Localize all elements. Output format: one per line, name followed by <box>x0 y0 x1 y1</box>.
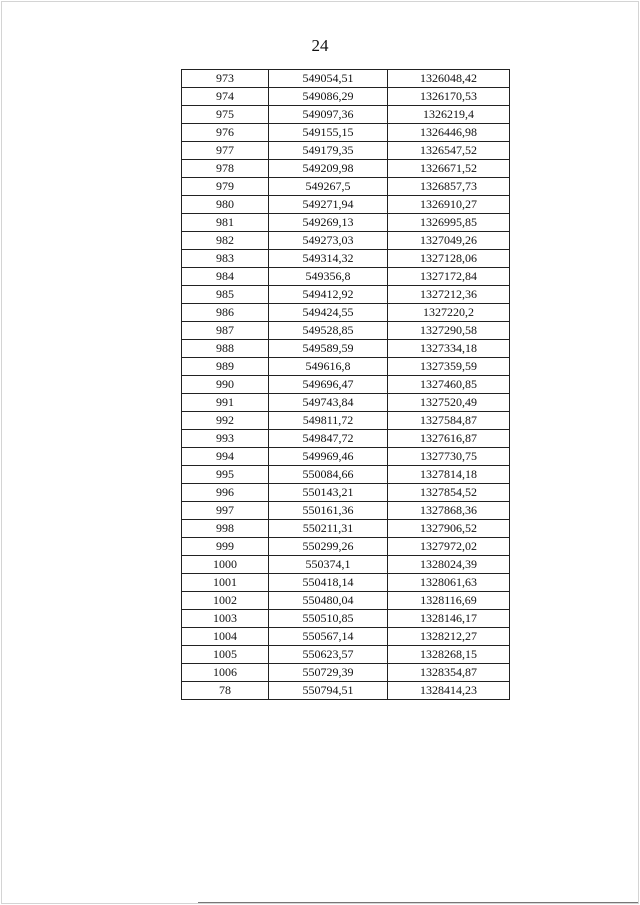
point-number-cell: 995 <box>182 466 269 484</box>
point-number-cell: 978 <box>182 160 269 178</box>
x-coordinate-cell: 550729,39 <box>269 664 388 682</box>
table-row <box>182 682 510 700</box>
y-coordinate-cell: 1326995,85 <box>388 214 510 232</box>
table-row <box>182 106 510 124</box>
x-coordinate-cell: 549179,35 <box>269 142 388 160</box>
coordinates-table <box>181 69 510 700</box>
y-coordinate-cell: 1328024,39 <box>388 556 510 574</box>
y-coordinate-cell: 1327584,87 <box>388 412 510 430</box>
table-row <box>182 160 510 178</box>
y-coordinate-cell: 1327460,85 <box>388 376 510 394</box>
y-coordinate-cell: 1326547,52 <box>388 142 510 160</box>
point-number-cell: 1006 <box>182 664 269 682</box>
y-coordinate-cell: 1328268,15 <box>388 646 510 664</box>
y-coordinate-cell: 1326857,73 <box>388 178 510 196</box>
y-coordinate-cell: 1327520,49 <box>388 394 510 412</box>
y-coordinate-cell: 1328116,69 <box>388 592 510 610</box>
table-row <box>182 250 510 268</box>
table-row <box>182 232 510 250</box>
x-coordinate-cell: 550084,66 <box>269 466 388 484</box>
x-coordinate-cell: 550418,14 <box>269 574 388 592</box>
page-bottom-rule <box>198 902 638 903</box>
point-number-cell: 999 <box>182 538 269 556</box>
x-coordinate-cell: 549696,47 <box>269 376 388 394</box>
x-coordinate-cell: 550510,85 <box>269 610 388 628</box>
x-coordinate-cell: 549528,85 <box>269 322 388 340</box>
y-coordinate-cell: 1327868,36 <box>388 502 510 520</box>
point-number-cell: 976 <box>182 124 269 142</box>
table-row <box>182 538 510 556</box>
point-number-cell: 990 <box>182 376 269 394</box>
x-coordinate-cell: 549847,72 <box>269 430 388 448</box>
point-number-cell: 985 <box>182 286 269 304</box>
table-row <box>182 268 510 286</box>
y-coordinate-cell: 1327854,52 <box>388 484 510 502</box>
y-coordinate-cell: 1328414,23 <box>388 682 510 700</box>
x-coordinate-cell: 549811,72 <box>269 412 388 430</box>
y-coordinate-cell: 1327359,59 <box>388 358 510 376</box>
x-coordinate-cell: 550211,31 <box>269 520 388 538</box>
point-number-cell: 998 <box>182 520 269 538</box>
table-row <box>182 178 510 196</box>
x-coordinate-cell: 550623,57 <box>269 646 388 664</box>
point-number-cell: 993 <box>182 430 269 448</box>
y-coordinate-cell: 1326048,42 <box>388 70 510 88</box>
x-coordinate-cell: 549155,15 <box>269 124 388 142</box>
x-coordinate-cell: 549054,51 <box>269 70 388 88</box>
x-coordinate-cell: 550374,1 <box>269 556 388 574</box>
table-row <box>182 358 510 376</box>
table-row <box>182 322 510 340</box>
x-coordinate-cell: 549412,92 <box>269 286 388 304</box>
table-row <box>182 88 510 106</box>
y-coordinate-cell: 1327220,2 <box>388 304 510 322</box>
y-coordinate-cell: 1326671,52 <box>388 160 510 178</box>
x-coordinate-cell: 549743,84 <box>269 394 388 412</box>
table-row <box>182 304 510 322</box>
y-coordinate-cell: 1327128,06 <box>388 250 510 268</box>
point-number-cell: 989 <box>182 358 269 376</box>
x-coordinate-cell: 549314,32 <box>269 250 388 268</box>
table-row <box>182 124 510 142</box>
point-number-cell: 996 <box>182 484 269 502</box>
y-coordinate-cell: 1328212,27 <box>388 628 510 646</box>
y-coordinate-cell: 1327616,87 <box>388 430 510 448</box>
table-row <box>182 520 510 538</box>
table-row <box>182 412 510 430</box>
y-coordinate-cell: 1327730,75 <box>388 448 510 466</box>
point-number-cell: 78 <box>182 682 269 700</box>
table-row <box>182 628 510 646</box>
table-row <box>182 502 510 520</box>
table-row <box>182 664 510 682</box>
point-number-cell: 1002 <box>182 592 269 610</box>
table-row <box>182 286 510 304</box>
y-coordinate-cell: 1326446,98 <box>388 124 510 142</box>
y-coordinate-cell: 1328061,63 <box>388 574 510 592</box>
point-number-cell: 983 <box>182 250 269 268</box>
table-row <box>182 484 510 502</box>
table-row <box>182 466 510 484</box>
table-row <box>182 340 510 358</box>
y-coordinate-cell: 1326219,4 <box>388 106 510 124</box>
y-coordinate-cell: 1327290,58 <box>388 322 510 340</box>
table-row <box>182 610 510 628</box>
point-number-cell: 1001 <box>182 574 269 592</box>
y-coordinate-cell: 1327814,18 <box>388 466 510 484</box>
table-row <box>182 376 510 394</box>
x-coordinate-cell: 549424,55 <box>269 304 388 322</box>
coordinates-table-body <box>182 70 510 700</box>
x-coordinate-cell: 549267,5 <box>269 178 388 196</box>
point-number-cell: 1000 <box>182 556 269 574</box>
x-coordinate-cell: 550567,14 <box>269 628 388 646</box>
x-coordinate-cell: 549271,94 <box>269 196 388 214</box>
x-coordinate-cell: 549273,03 <box>269 232 388 250</box>
point-number-cell: 986 <box>182 304 269 322</box>
table-row <box>182 70 510 88</box>
x-coordinate-cell: 550794,51 <box>269 682 388 700</box>
point-number-cell: 981 <box>182 214 269 232</box>
point-number-cell: 992 <box>182 412 269 430</box>
y-coordinate-cell: 1327334,18 <box>388 340 510 358</box>
x-coordinate-cell: 550299,26 <box>269 538 388 556</box>
point-number-cell: 973 <box>182 70 269 88</box>
y-coordinate-cell: 1328354,87 <box>388 664 510 682</box>
page-number: 24 <box>311 36 329 55</box>
y-coordinate-cell: 1327906,52 <box>388 520 510 538</box>
y-coordinate-cell: 1327212,36 <box>388 286 510 304</box>
x-coordinate-cell: 549589,59 <box>269 340 388 358</box>
x-coordinate-cell: 549086,29 <box>269 88 388 106</box>
table-row <box>182 196 510 214</box>
x-coordinate-cell: 549097,36 <box>269 106 388 124</box>
table-row <box>182 592 510 610</box>
x-coordinate-cell: 550161,36 <box>269 502 388 520</box>
point-number-cell: 977 <box>182 142 269 160</box>
point-number-cell: 991 <box>182 394 269 412</box>
x-coordinate-cell: 550480,04 <box>269 592 388 610</box>
y-coordinate-cell: 1328146,17 <box>388 610 510 628</box>
point-number-cell: 1004 <box>182 628 269 646</box>
table-row <box>182 142 510 160</box>
x-coordinate-cell: 549356,8 <box>269 268 388 286</box>
point-number-cell: 987 <box>182 322 269 340</box>
point-number-cell: 979 <box>182 178 269 196</box>
point-number-cell: 974 <box>182 88 269 106</box>
table-row <box>182 556 510 574</box>
table-row <box>182 448 510 466</box>
x-coordinate-cell: 550143,21 <box>269 484 388 502</box>
point-number-cell: 980 <box>182 196 269 214</box>
point-number-cell: 1003 <box>182 610 269 628</box>
x-coordinate-cell: 549969,46 <box>269 448 388 466</box>
table-row <box>182 430 510 448</box>
point-number-cell: 984 <box>182 268 269 286</box>
table-row <box>182 214 510 232</box>
point-number-cell: 988 <box>182 340 269 358</box>
x-coordinate-cell: 549269,13 <box>269 214 388 232</box>
y-coordinate-cell: 1326910,27 <box>388 196 510 214</box>
table-row <box>182 646 510 664</box>
point-number-cell: 1005 <box>182 646 269 664</box>
point-number-cell: 975 <box>182 106 269 124</box>
y-coordinate-cell: 1327172,84 <box>388 268 510 286</box>
x-coordinate-cell: 549616,8 <box>269 358 388 376</box>
point-number-cell: 982 <box>182 232 269 250</box>
point-number-cell: 994 <box>182 448 269 466</box>
table-row <box>182 574 510 592</box>
y-coordinate-cell: 1326170,53 <box>388 88 510 106</box>
y-coordinate-cell: 1327972,02 <box>388 538 510 556</box>
point-number-cell: 997 <box>182 502 269 520</box>
table-row <box>182 394 510 412</box>
x-coordinate-cell: 549209,98 <box>269 160 388 178</box>
y-coordinate-cell: 1327049,26 <box>388 232 510 250</box>
